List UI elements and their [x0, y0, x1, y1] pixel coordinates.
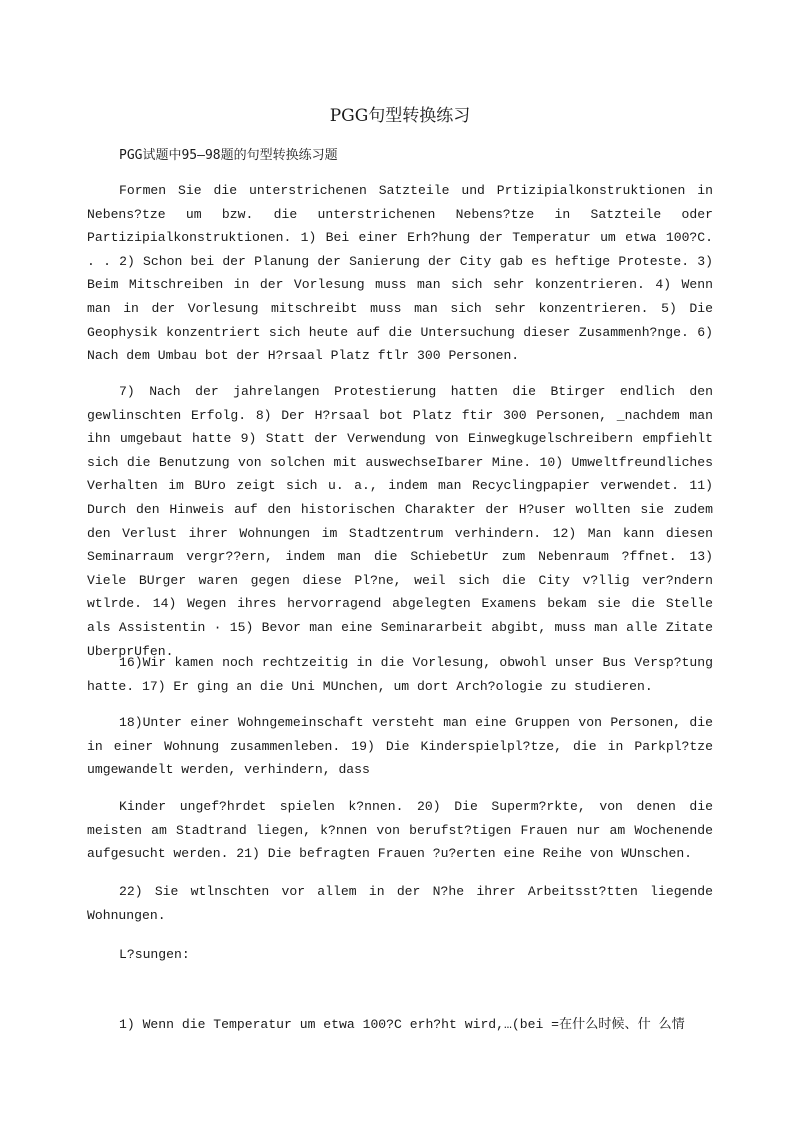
paragraph-exercises-7-15: 7) Nach der jahrelangen Protestierung hatten die Btirger endlich den gewlinschten Erfolg. 8) Der H?rsaal bot Platz ftir 300 Personen, _nachdem man ihn umgebaut hatte 9) Statt der Verwendung von Einwegkugelschreibern empfiehlt sich die Benutzung von solchen mit auswechseIbarer Mine. 10) Umweltfreundliches Verhalten im BUro zeigt sich u. a., indem man Recyclingpapier verwendet. 11) Durch den Hinweis auf den historischen Charakter der H?user wollten sie zudem den Verlust ihrer Wohnungen im Stadtzentrum verhindern. 12) Man kann diesen Seminarraum vergr??ern, indem man die SchiebetUr zum Nebenraum ?ffnet. 13) Viele BUrger waren gegen diese Pl?ne, weil sich die City v?llig ver?ndern wtlrde. 14) Wegen ihres hervorragend abgelegten Examens bekam sie die Stelle als Assistentin · 15) Bevor man eine Seminararbeit abgibt, muss man alle Zitate UberprUfen.	[87, 384, 713, 659]
solutions-heading: L?sungen:	[119, 947, 190, 962]
solution-1: 1) Wenn die Temperatur um etwa 100?C erh?ht wird,…(bei =在什么时候、什 么情	[119, 1017, 685, 1032]
paragraph-exercise-22: 22) Sie wtlnschten vor allem in der N?he ihrer Arbeitsst?tten liegende Wohnungen.	[87, 884, 713, 923]
paragraph-instructions: Formen Sie die unterstrichenen Satzteile und Prtizipialkonstruktionen in Nebens?tze um bzw. die unterstrichenen Nebens?tze in Satzteile oder Partizipialkonstruktionen. 1) Bei einer Erh?hung der Temperatur um etwa 100?C. . . 2) Schon bei der Planung der Sanierung der City gab es heftige Proteste. 3) Beim Mitschreiben in der Vorlesung muss man sich sehr konzentrieren. 4) Wenn man in der Vorlesung mitschreibt muss man sich sehr konzentrieren. 5) Die Geophysik konzentriert sich heute auf die Untersuchung dieser Zusammenh?nge. 6) Nach dem Umbau bot der H?rsaal Platz ftlr 300 Personen.	[87, 183, 713, 364]
document-title: PGG句型转换练习	[329, 106, 471, 126]
document-subtitle: PGG试题中95—98题的句型转换练习题	[119, 148, 338, 163]
paragraph-exercises-19-21: Kinder ungef?hrdet spielen k?nnen. 20) Die Superm?rkte, von denen die meisten am Stadtrand liegen, k?nnen von berufst?tigen Frauen nur am Wochenende aufgesucht werden. 21) Die befragten Frauen ?u?erten eine Reihe von WUnschen.	[87, 799, 713, 862]
paragraph-exercises-18-19: 18)Unter einer Wohngemeinschaft versteht man eine Gruppen von Personen, die in einer Wohnung zusammenleben. 19) Die Kinderspielpl?tze, die in Parkpl?tze umgewandelt werden, verhindern, dass	[87, 715, 713, 778]
paragraph-exercises-16-17: 16)Wir kamen noch rechtzeitig in die Vorlesung, obwohl unser Bus Versp?tung hatte. 17) Er ging an die Uni MUnchen, um dort Arch?ologie zu studieren.	[87, 655, 713, 694]
